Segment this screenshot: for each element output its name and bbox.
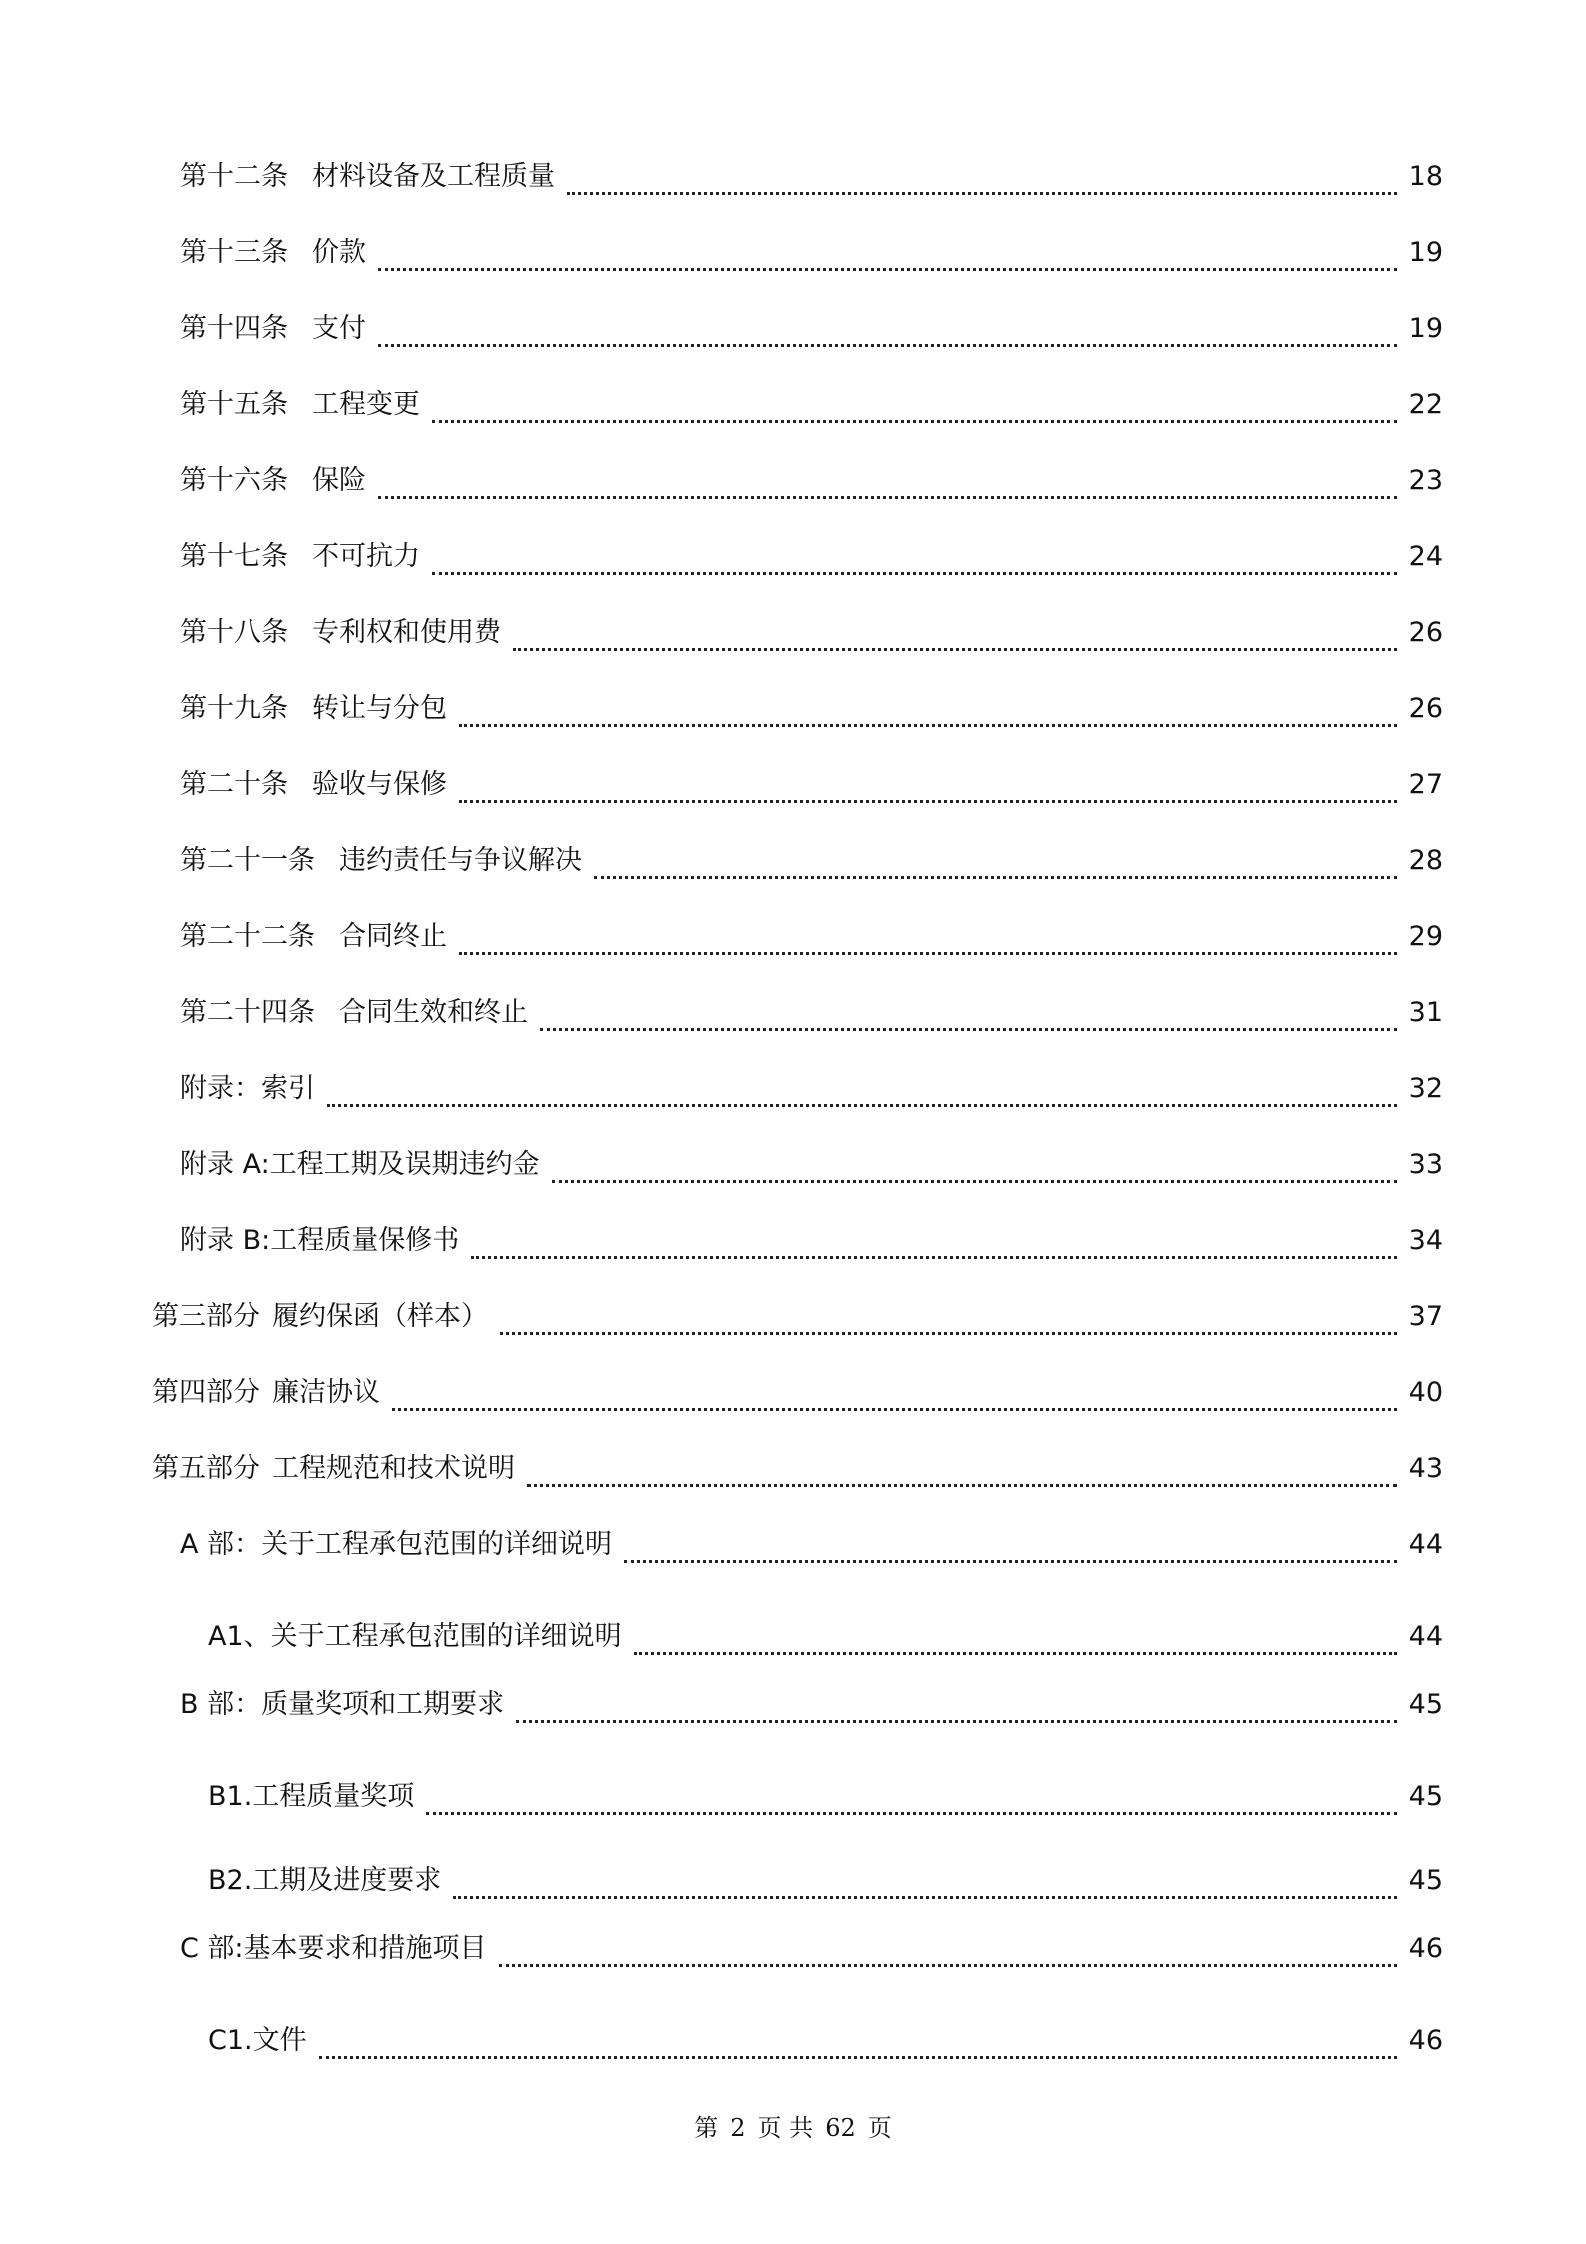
toc-entry-page: 23 <box>1408 465 1443 496</box>
toc-entry-label: 第十八条 <box>180 617 288 648</box>
toc-entry-title: 合同终止 <box>339 921 447 952</box>
toc-entry-label: C 部: <box>180 1933 244 1964</box>
toc-entry-label: 第十九条 <box>180 693 288 724</box>
toc-entry-page: 31 <box>1408 997 1443 1028</box>
toc-entry-appendix-a[interactable] <box>180 1145 1443 1185</box>
toc-entry-label: 第三部分 <box>152 1301 260 1332</box>
footer-page-number: 2 <box>730 2114 746 2142</box>
toc-entry-title: 工程质量奖项 <box>252 1781 415 1812</box>
toc-entry-article-19[interactable] <box>180 689 1443 729</box>
toc-entry-page: 26 <box>1408 617 1443 648</box>
toc-entry-title: 工程规范和技术说明 <box>272 1453 515 1484</box>
toc-dot-leader <box>540 1004 1397 1031</box>
toc-entry-label: 第二十四条 <box>180 997 315 1028</box>
toc-dot-leader <box>378 244 1397 271</box>
toc-entry-title: 工程工期及误期违约金 <box>269 1149 540 1180</box>
toc-entry-label: 第十六条 <box>180 465 288 496</box>
toc-entry-title: 违约责任与争议解决 <box>339 845 582 876</box>
toc-entry-title: 转让与分包 <box>312 693 447 724</box>
toc-entry-page: 45 <box>1408 1865 1443 1896</box>
toc-dot-leader <box>634 1628 1397 1655</box>
toc-entry-article-21[interactable] <box>180 841 1443 881</box>
toc-dot-leader <box>513 624 1397 651</box>
footer-middle: 页 共 <box>757 2114 814 2142</box>
toc-entry-label: 第十五条 <box>180 389 288 420</box>
toc-entry-page: 27 <box>1408 769 1443 800</box>
toc-dot-leader <box>378 472 1397 499</box>
footer-suffix: 页 <box>867 2114 892 2142</box>
toc-entry-page: 37 <box>1408 1301 1443 1332</box>
toc-dot-leader <box>378 320 1397 347</box>
toc-entry-title: 质量奖项和工期要求 <box>261 1689 505 1720</box>
toc-entry-page: 45 <box>1408 1689 1443 1720</box>
toc-dot-leader <box>459 700 1397 727</box>
toc-entry-label: 第十二条 <box>180 161 288 192</box>
toc-entry-title: 专利权和使用费 <box>312 617 501 648</box>
toc-dot-leader <box>327 1080 1397 1107</box>
toc-entry-article-20[interactable] <box>180 765 1443 805</box>
toc-entry-part-4[interactable] <box>152 1373 1443 1413</box>
toc-entry-page: 19 <box>1408 313 1443 344</box>
toc-dot-leader <box>527 1460 1397 1487</box>
toc-entry-page: 44 <box>1408 1621 1443 1652</box>
toc-entry-article-17[interactable] <box>180 537 1443 577</box>
toc-dot-leader <box>624 1536 1397 1563</box>
toc-entry-page: 22 <box>1408 389 1443 420</box>
toc-entry-article-16[interactable] <box>180 461 1443 501</box>
toc-entry-label: 第十三条 <box>180 237 288 268</box>
toc-dot-leader <box>459 928 1397 955</box>
toc-entry-title: 索引 <box>261 1073 315 1104</box>
toc-dot-leader <box>426 1788 1396 1815</box>
page-footer <box>0 2108 1586 2143</box>
toc-entry-section-c1[interactable] <box>208 2021 1443 2061</box>
toc-entry-appendix-b[interactable] <box>180 1221 1443 1261</box>
toc-entry-page: 28 <box>1408 845 1443 876</box>
toc-entry-section-c[interactable] <box>180 1929 1443 1969</box>
toc-entry-page: 18 <box>1408 161 1443 192</box>
toc-entry-label: 第十七条 <box>180 541 288 572</box>
toc-dot-leader <box>432 396 1397 423</box>
toc-entry-section-a1[interactable] <box>208 1617 1443 1657</box>
toc-entry-page: 33 <box>1408 1149 1443 1180</box>
toc-dot-leader <box>516 1696 1397 1723</box>
toc-entry-page: 34 <box>1408 1225 1443 1256</box>
footer-total-pages: 62 <box>825 2114 856 2142</box>
toc-entry-label: 附录 A: <box>180 1149 270 1180</box>
toc-entry-page: 40 <box>1408 1377 1443 1408</box>
toc-entry-label: 附录： <box>180 1073 261 1104</box>
toc-entry-page: 46 <box>1408 2025 1443 2056</box>
toc-dot-leader <box>459 776 1397 803</box>
toc-dot-leader <box>594 852 1397 879</box>
toc-entry-article-22[interactable] <box>180 917 1443 957</box>
toc-entry-title: 工程变更 <box>312 389 420 420</box>
toc-entry-section-b2[interactable] <box>208 1861 1443 1901</box>
toc-entry-page: 46 <box>1408 1933 1443 1964</box>
toc-entry-page: 45 <box>1408 1781 1443 1812</box>
toc-entry-title: 工程质量保修书 <box>270 1225 460 1256</box>
toc-dot-leader <box>471 1232 1396 1259</box>
toc-entry-title: 合同生效和终止 <box>339 997 528 1028</box>
toc-entry-title: 不可抗力 <box>312 541 420 572</box>
toc-entry-title: 支付 <box>312 313 366 344</box>
toc-entry-label: B 部： <box>180 1689 262 1720</box>
toc-entry-article-13[interactable] <box>180 233 1443 273</box>
toc-entry-article-14[interactable] <box>180 309 1443 349</box>
toc-entry-label: A1、 <box>208 1621 271 1652</box>
toc-entry-section-a[interactable] <box>180 1525 1443 1565</box>
toc-entry-title: 基本要求和措施项目 <box>243 1933 487 1964</box>
toc-entry-article-15[interactable] <box>180 385 1443 425</box>
toc-entry-page: 29 <box>1408 921 1443 952</box>
toc-entry-title: 履约保函（样本） <box>272 1301 488 1332</box>
toc-dot-leader <box>453 1872 1396 1899</box>
toc-entry-section-b[interactable] <box>180 1685 1443 1725</box>
toc-entry-page: 19 <box>1408 237 1443 268</box>
toc-entry-page: 43 <box>1408 1453 1443 1484</box>
toc-entry-label: B2. <box>208 1865 253 1896</box>
toc-dot-leader <box>552 1156 1397 1183</box>
toc-entry-label: 第二十二条 <box>180 921 315 952</box>
toc-dot-leader <box>432 548 1397 575</box>
toc-entry-page: 26 <box>1408 693 1443 724</box>
toc-entry-part-3[interactable] <box>152 1297 1443 1337</box>
toc-entry-title: 价款 <box>312 237 366 268</box>
toc-entry-appendix-index[interactable] <box>180 1069 1443 1109</box>
toc-entry-label: 第二十一条 <box>180 845 315 876</box>
toc-entry-label: C1. <box>208 2025 253 2056</box>
toc-entry-label: A 部： <box>180 1529 262 1560</box>
toc-entry-title: 关于工程承包范围的详细说明 <box>270 1621 622 1652</box>
toc-entry-title: 廉洁协议 <box>272 1377 380 1408</box>
toc-dot-leader <box>319 2032 1397 2059</box>
toc-entry-label: 第二十条 <box>180 769 288 800</box>
toc-entry-label: 第五部分 <box>152 1453 260 1484</box>
toc-entry-title: 关于工程承包范围的详细说明 <box>261 1529 613 1560</box>
toc-entry-title: 工期及进度要求 <box>252 1865 442 1896</box>
toc-entry-page: 24 <box>1408 541 1443 572</box>
footer-prefix: 第 <box>694 2114 719 2142</box>
toc-entry-page: 32 <box>1408 1073 1443 1104</box>
toc-entry-section-b1[interactable] <box>208 1777 1443 1817</box>
toc-entry-title: 验收与保修 <box>312 769 447 800</box>
toc-dot-leader <box>500 1308 1397 1335</box>
toc-entry-article-24[interactable] <box>180 993 1443 1033</box>
toc-entry-label: 第十四条 <box>180 313 288 344</box>
toc-entry-title: 保险 <box>312 465 366 496</box>
toc-entry-title: 文件 <box>252 2025 307 2056</box>
toc-entry-title: 材料设备及工程质量 <box>312 161 555 192</box>
toc-entry-label: B1. <box>208 1781 253 1812</box>
toc-entry-article-18[interactable] <box>180 613 1443 653</box>
toc-entry-label: 第四部分 <box>152 1377 260 1408</box>
toc-entry-page: 44 <box>1408 1529 1443 1560</box>
toc-entry-article-12[interactable] <box>180 157 1443 197</box>
toc-dot-leader <box>499 1940 1397 1967</box>
toc-dot-leader <box>567 168 1397 195</box>
toc-dot-leader <box>392 1384 1397 1411</box>
toc-entry-label: 附录 B: <box>180 1225 271 1256</box>
toc-entry-part-5[interactable] <box>152 1449 1443 1489</box>
